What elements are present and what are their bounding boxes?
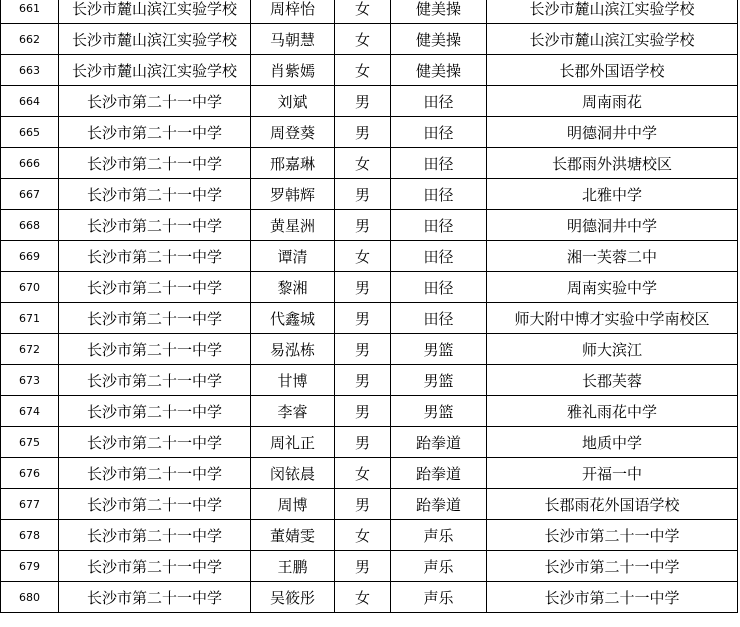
sport-cell: 跆拳道 xyxy=(391,489,487,520)
school-cell: 长沙市第二十一中学 xyxy=(59,334,251,365)
row-number: 668 xyxy=(1,210,59,241)
school-cell: 长沙市麓山滨江实验学校 xyxy=(59,55,251,86)
table-row xyxy=(1,582,738,613)
student-name-cell: 周礼正 xyxy=(251,427,335,458)
gender-cell: 男 xyxy=(335,365,391,396)
table-row xyxy=(1,427,738,458)
destination-school-cell: 长沙市麓山滨江实验学校 xyxy=(487,0,738,24)
student-name-cell: 周梓怡 xyxy=(251,0,335,24)
sport-cell: 健美操 xyxy=(391,55,487,86)
gender-cell: 女 xyxy=(335,24,391,55)
gender-cell: 男 xyxy=(335,551,391,582)
school-cell: 长沙市第二十一中学 xyxy=(59,427,251,458)
row-number: 666 xyxy=(1,148,59,179)
student-name-cell: 周博 xyxy=(251,489,335,520)
school-cell: 长沙市第二十一中学 xyxy=(59,303,251,334)
school-cell: 长沙市第二十一中学 xyxy=(59,86,251,117)
gender-cell: 男 xyxy=(335,489,391,520)
table-body xyxy=(1,0,738,613)
destination-school-cell: 长郡雨花外国语学校 xyxy=(487,489,738,520)
gender-cell: 女 xyxy=(335,582,391,613)
student-name-cell: 邢嘉琳 xyxy=(251,148,335,179)
destination-school-cell: 地质中学 xyxy=(487,427,738,458)
school-cell: 长沙市第二十一中学 xyxy=(59,396,251,427)
gender-cell: 男 xyxy=(335,210,391,241)
school-cell: 长沙市第二十一中学 xyxy=(59,241,251,272)
student-name-cell: 刘斌 xyxy=(251,86,335,117)
destination-school-cell: 长郡外国语学校 xyxy=(487,55,738,86)
school-cell: 长沙市麓山滨江实验学校 xyxy=(59,0,251,24)
table-row xyxy=(1,55,738,86)
student-name-cell: 肖紫嫣 xyxy=(251,55,335,86)
student-name-cell: 黎湘 xyxy=(251,272,335,303)
school-cell: 长沙市第二十一中学 xyxy=(59,210,251,241)
row-number: 667 xyxy=(1,179,59,210)
destination-school-cell: 湘一芙蓉二中 xyxy=(487,241,738,272)
gender-cell: 女 xyxy=(335,458,391,489)
row-number: 676 xyxy=(1,458,59,489)
school-cell: 长沙市第二十一中学 xyxy=(59,148,251,179)
table-row xyxy=(1,520,738,551)
row-number: 673 xyxy=(1,365,59,396)
sport-cell: 田径 xyxy=(391,148,487,179)
gender-cell: 男 xyxy=(335,396,391,427)
sport-cell: 健美操 xyxy=(391,24,487,55)
row-number: 672 xyxy=(1,334,59,365)
student-name-cell: 董婧雯 xyxy=(251,520,335,551)
gender-cell: 女 xyxy=(335,148,391,179)
student-name-cell: 王鹏 xyxy=(251,551,335,582)
destination-school-cell: 长郡雨外洪塘校区 xyxy=(487,148,738,179)
school-cell: 长沙市麓山滨江实验学校 xyxy=(59,24,251,55)
gender-cell: 男 xyxy=(335,179,391,210)
gender-cell: 男 xyxy=(335,117,391,148)
row-number: 671 xyxy=(1,303,59,334)
sport-cell: 健美操 xyxy=(391,0,487,24)
school-cell: 长沙市第二十一中学 xyxy=(59,551,251,582)
row-number: 674 xyxy=(1,396,59,427)
school-cell: 长沙市第二十一中学 xyxy=(59,489,251,520)
student-name-cell: 代鑫城 xyxy=(251,303,335,334)
sport-cell: 男篮 xyxy=(391,396,487,427)
school-cell: 长沙市第二十一中学 xyxy=(59,520,251,551)
gender-cell: 女 xyxy=(335,520,391,551)
student-name-cell: 吴筱彤 xyxy=(251,582,335,613)
row-number: 662 xyxy=(1,24,59,55)
destination-school-cell: 明德洞井中学 xyxy=(487,210,738,241)
row-number: 678 xyxy=(1,520,59,551)
table-row xyxy=(1,148,738,179)
table-row xyxy=(1,458,738,489)
sport-cell: 男篮 xyxy=(391,365,487,396)
table-row xyxy=(1,303,738,334)
student-name-cell: 易泓栋 xyxy=(251,334,335,365)
destination-school-cell: 北雅中学 xyxy=(487,179,738,210)
destination-school-cell: 周南雨花 xyxy=(487,86,738,117)
row-number: 679 xyxy=(1,551,59,582)
sport-cell: 田径 xyxy=(391,117,487,148)
destination-school-cell: 周南实验中学 xyxy=(487,272,738,303)
student-name-cell: 马朝慧 xyxy=(251,24,335,55)
destination-school-cell: 师大滨江 xyxy=(487,334,738,365)
row-number: 680 xyxy=(1,582,59,613)
school-cell: 长沙市第二十一中学 xyxy=(59,458,251,489)
destination-school-cell: 长沙市麓山滨江实验学校 xyxy=(487,24,738,55)
row-number: 669 xyxy=(1,241,59,272)
school-cell: 长沙市第二十一中学 xyxy=(59,117,251,148)
sport-cell: 田径 xyxy=(391,210,487,241)
row-number: 677 xyxy=(1,489,59,520)
destination-school-cell: 长沙市第二十一中学 xyxy=(487,582,738,613)
gender-cell: 男 xyxy=(335,272,391,303)
sport-cell: 声乐 xyxy=(391,582,487,613)
destination-school-cell: 长沙市第二十一中学 xyxy=(487,551,738,582)
row-number: 663 xyxy=(1,55,59,86)
row-number: 665 xyxy=(1,117,59,148)
gender-cell: 男 xyxy=(335,86,391,117)
destination-school-cell: 师大附中博才实验中学南校区 xyxy=(487,303,738,334)
table-row xyxy=(1,334,738,365)
sport-cell: 男篮 xyxy=(391,334,487,365)
table-row xyxy=(1,489,738,520)
sport-cell: 声乐 xyxy=(391,520,487,551)
table-row xyxy=(1,210,738,241)
table-row xyxy=(1,396,738,427)
destination-school-cell: 明德洞井中学 xyxy=(487,117,738,148)
student-name-cell: 周登葵 xyxy=(251,117,335,148)
table-row xyxy=(1,24,738,55)
table-row xyxy=(1,179,738,210)
gender-cell: 女 xyxy=(335,0,391,24)
sport-cell: 跆拳道 xyxy=(391,458,487,489)
gender-cell: 女 xyxy=(335,241,391,272)
sport-cell: 跆拳道 xyxy=(391,427,487,458)
student-name-cell: 闵铱晨 xyxy=(251,458,335,489)
sport-cell: 田径 xyxy=(391,179,487,210)
student-name-cell: 谭清 xyxy=(251,241,335,272)
sport-cell: 田径 xyxy=(391,241,487,272)
row-number: 670 xyxy=(1,272,59,303)
sport-cell: 田径 xyxy=(391,272,487,303)
destination-school-cell: 开福一中 xyxy=(487,458,738,489)
table-row xyxy=(1,365,738,396)
school-cell: 长沙市第二十一中学 xyxy=(59,365,251,396)
table-row xyxy=(1,272,738,303)
row-number: 661 xyxy=(1,0,59,24)
destination-school-cell: 长沙市第二十一中学 xyxy=(487,520,738,551)
table-row xyxy=(1,551,738,582)
table-row xyxy=(1,86,738,117)
gender-cell: 女 xyxy=(335,55,391,86)
student-name-cell: 罗韩辉 xyxy=(251,179,335,210)
sport-cell: 田径 xyxy=(391,303,487,334)
gender-cell: 男 xyxy=(335,303,391,334)
student-name-cell: 甘博 xyxy=(251,365,335,396)
table-row xyxy=(1,117,738,148)
gender-cell: 男 xyxy=(335,334,391,365)
school-cell: 长沙市第二十一中学 xyxy=(59,272,251,303)
gender-cell: 男 xyxy=(335,427,391,458)
student-name-cell: 李睿 xyxy=(251,396,335,427)
sport-cell: 声乐 xyxy=(391,551,487,582)
table-row xyxy=(1,241,738,272)
student-name-cell: 黄星洲 xyxy=(251,210,335,241)
destination-school-cell: 雅礼雨花中学 xyxy=(487,396,738,427)
destination-school-cell: 长郡芙蓉 xyxy=(487,365,738,396)
school-cell: 长沙市第二十一中学 xyxy=(59,582,251,613)
sport-cell: 田径 xyxy=(391,86,487,117)
row-number: 664 xyxy=(1,86,59,117)
table-row xyxy=(1,0,738,24)
school-cell: 长沙市第二十一中学 xyxy=(59,179,251,210)
row-number: 675 xyxy=(1,427,59,458)
